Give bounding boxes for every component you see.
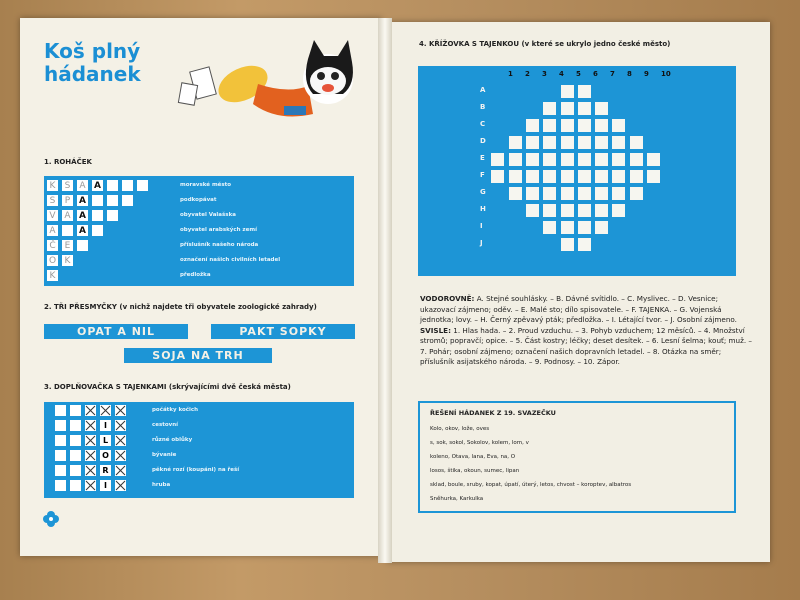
crossword-cell[interactable] <box>542 152 557 167</box>
row-letter: J <box>480 239 483 247</box>
crossword-cell[interactable] <box>560 186 575 201</box>
row-letter: H <box>480 205 486 213</box>
crossword-cell[interactable] <box>525 169 540 184</box>
page-title <box>44 40 141 86</box>
doplnovacka-cell[interactable] <box>54 419 67 432</box>
roháček-cell[interactable]: A <box>76 194 89 207</box>
answer-line: s, sok, sokol, Sokolov, kolem, lom, v <box>430 440 529 446</box>
doplnovacka-letter: O <box>102 451 109 460</box>
roháček-cell[interactable]: K <box>61 254 74 267</box>
crossword-cell[interactable] <box>577 169 592 184</box>
crossword-cell[interactable] <box>611 135 626 150</box>
title-line-1: Koš plný <box>44 39 141 63</box>
doplnovacka-letter-cell[interactable] <box>99 479 112 492</box>
row-letter: E <box>480 154 485 162</box>
crossword-cell[interactable] <box>594 186 609 201</box>
crossword-cell[interactable] <box>525 203 540 218</box>
crossword-cell[interactable] <box>525 118 540 133</box>
roháček-cell[interactable] <box>136 179 149 192</box>
row-letter: F <box>480 171 485 179</box>
crossword-cell[interactable] <box>594 169 609 184</box>
doplnovacka-letter-cell[interactable] <box>99 434 112 447</box>
doplnovacka-crossed-cell[interactable] <box>84 419 97 432</box>
doplnovacka-letter: I <box>104 421 107 430</box>
crossword-cell[interactable] <box>629 152 644 167</box>
row-letter: G <box>480 188 486 196</box>
crossword-heading: 4. KŘÍŽOVKA S TAJENKOU (v které se ukrylo jedno české město) <box>419 40 671 48</box>
crossword-cell[interactable] <box>646 152 661 167</box>
column-number: 8 <box>627 70 632 78</box>
doplnovacka-row-label: počátky kočich <box>152 407 199 413</box>
doplnovacka-cell[interactable] <box>69 479 82 492</box>
crossword-cell[interactable] <box>525 152 540 167</box>
crossword-cell[interactable] <box>560 118 575 133</box>
doplnovacka-row-label: cestovní <box>152 422 179 428</box>
roháček-cell[interactable]: S <box>61 179 74 192</box>
crossword-cell[interactable] <box>611 118 626 133</box>
title-line-2: hádanek <box>44 62 141 86</box>
roháček-cell[interactable]: A <box>76 179 89 192</box>
column-number: 10 <box>661 70 671 78</box>
answer-line: losos, štika, okoun, sumec, lipan <box>430 468 520 474</box>
section1-heading: 1. ROHÁČEK <box>44 158 92 166</box>
crossword-cell[interactable] <box>577 118 592 133</box>
crossword-cell[interactable] <box>560 237 575 252</box>
crossword-cell[interactable] <box>542 135 557 150</box>
doplnovacka-crossed-cell[interactable] <box>114 419 127 432</box>
crossword-cell[interactable] <box>594 152 609 167</box>
crossword-cell[interactable] <box>629 186 644 201</box>
roháček-cell[interactable]: O <box>46 254 59 267</box>
crossword-cell[interactable] <box>560 169 575 184</box>
doplnovacka-crossed-cell[interactable] <box>84 464 97 477</box>
row-letter: C <box>480 120 486 128</box>
crossword-cell[interactable] <box>525 186 540 201</box>
doplnovacka-cell[interactable] <box>69 434 82 447</box>
answer-line: sklad, boule, sruby, kopat, úpatí, úterý, letos, chvost – koroptev, albatros <box>430 482 632 488</box>
roháček-cell[interactable]: K <box>46 179 59 192</box>
crossword-cell[interactable] <box>560 220 575 235</box>
answer-line: Kolo, okov, lože, oves <box>430 426 490 432</box>
crossword-cell[interactable] <box>594 118 609 133</box>
doplnovacka-cell[interactable] <box>69 449 82 462</box>
roháček-cell[interactable] <box>91 194 104 207</box>
doplnovacka-letter-cell[interactable] <box>99 464 112 477</box>
crossword-cell[interactable] <box>577 135 592 150</box>
doplnovacka-crossed-cell[interactable] <box>84 434 97 447</box>
crossword-cell[interactable] <box>508 152 523 167</box>
roháček-cell[interactable]: A <box>61 209 74 222</box>
crossword-cell[interactable] <box>611 186 626 201</box>
crossword-cell[interactable] <box>577 203 592 218</box>
column-number: 6 <box>593 70 598 78</box>
roháček-cell[interactable]: A <box>46 224 59 237</box>
roháček-cell[interactable] <box>106 194 119 207</box>
doplnovacka-crossed-cell[interactable] <box>99 404 112 417</box>
roháček-row-label: předložka <box>180 272 211 278</box>
roháček-row-label: obyvatel Valašska <box>180 212 236 218</box>
column-number: 1 <box>508 70 513 78</box>
crossword-cell[interactable] <box>542 101 557 116</box>
crossword-cell[interactable] <box>560 101 575 116</box>
answer-line: Sněhurka, Karkulka <box>430 496 484 502</box>
roháček-cell[interactable] <box>91 224 104 237</box>
roháček-cell[interactable]: S <box>46 194 59 207</box>
column-number: 2 <box>525 70 530 78</box>
roháček-cell[interactable]: P <box>61 194 74 207</box>
column-number: 4 <box>559 70 564 78</box>
doplnovacka-crossed-cell[interactable] <box>84 479 97 492</box>
doplnovacka-crossed-cell[interactable] <box>84 449 97 462</box>
clover-icon <box>42 510 60 528</box>
doplnovacka-crossed-cell[interactable] <box>114 404 127 417</box>
answer-line: koleno, Otava, lana, Eva, na, O <box>430 454 516 460</box>
crossword-cell[interactable] <box>525 135 540 150</box>
across-title: VODOROVNĚ: <box>420 294 475 303</box>
down-title: SVISLE: <box>420 325 451 335</box>
crossword-cell[interactable] <box>629 169 644 184</box>
doplnovacka-letter-cell[interactable] <box>99 419 112 432</box>
column-number: 5 <box>576 70 581 78</box>
row-letter: B <box>480 103 486 111</box>
roháček-row-label: označení našich civilních letadel <box>180 257 281 263</box>
roháček-row-label: příslušník našeho národa <box>180 242 259 248</box>
roháček-cell[interactable] <box>91 209 104 222</box>
doplnovacka-cell[interactable] <box>54 404 67 417</box>
roháček-cell[interactable]: V <box>46 209 59 222</box>
column-number: 7 <box>610 70 615 78</box>
row-letter: D <box>480 137 486 145</box>
crossword-cell[interactable] <box>594 203 609 218</box>
book-spine <box>378 18 392 563</box>
crossword-cell[interactable] <box>577 186 592 201</box>
doplnovacka-row-label: pěkné rozí (koupáni) na řeší <box>152 467 240 473</box>
crossword-cell[interactable] <box>560 135 575 150</box>
section3-heading: 3. DOPLŇOVAČKA S TAJENKAMI (skrývajícími dvě česká města) <box>44 383 291 391</box>
doplnovacka-crossed-cell[interactable] <box>114 449 127 462</box>
cat-illustration <box>168 34 368 124</box>
roháček-cell[interactable] <box>106 209 119 222</box>
clues-text <box>420 294 756 368</box>
roháček-cell[interactable] <box>76 239 89 252</box>
doplnovacka-row-label: hruba <box>152 482 171 488</box>
column-number: 9 <box>644 70 649 78</box>
doplnovacka-row-label: různé oblůky <box>152 437 193 443</box>
anagram-1: OPAT A NIL <box>44 324 188 339</box>
crossword-cell[interactable] <box>611 152 626 167</box>
doplnovacka-letter: R <box>102 466 109 475</box>
crossword-cell[interactable] <box>508 186 523 201</box>
crossword-cell[interactable] <box>594 220 609 235</box>
row-letter: A <box>480 86 486 94</box>
roháček-cell[interactable]: K <box>46 269 59 282</box>
doplnovacka-cell[interactable] <box>69 404 82 417</box>
doplnovacka-cell[interactable] <box>54 449 67 462</box>
doplnovacka-crossed-cell[interactable] <box>114 479 127 492</box>
roháček-row-label: podkopávat <box>180 197 217 203</box>
roháček-cell[interactable] <box>121 194 134 207</box>
crossword-cell[interactable] <box>490 152 505 167</box>
crossword-cell[interactable] <box>577 152 592 167</box>
doplnovacka-crossed-cell[interactable] <box>84 404 97 417</box>
doplnovacka-cell[interactable] <box>69 464 82 477</box>
crossword-cell[interactable] <box>594 135 609 150</box>
roháček-cell[interactable] <box>61 224 74 237</box>
crossword-cell[interactable] <box>560 84 575 99</box>
doplnovacka-cell[interactable] <box>54 464 67 477</box>
crossword-cell[interactable] <box>577 220 592 235</box>
across-clues: A. Stejné souhlásky. – B. Dávné svítidlo. – C. Myslivec. – D. Vesnice; ukazovací zájmeno; oděv. – E. Malé sto; dílo spisovatele. – F. TAJENKA. – G. Vojenská jednotka; lovy. – H. Černý zpěvavý pták; předložka. – I. Létající tvor. – J. Osobní zájmeno. <box>420 294 737 324</box>
anagram-2: PAKT SOPKY <box>211 324 355 339</box>
roháček-row-label: obyvatel arabských zemí <box>180 227 257 233</box>
doplnovacka-cell[interactable] <box>69 419 82 432</box>
crossword-cell[interactable] <box>508 135 523 150</box>
section2-heading: 2. TŘI PŘESMYČKY (v nichž najdete tři obyvatele zoologické zahrady) <box>44 303 317 311</box>
row-letter: I <box>480 222 483 230</box>
down-clues: 1. Hlas hada. – 2. Proud vzduchu. – 3. Pohyb vzduchem; 12 měsíců. – 4. Množství stromů; popravčí; opice. – 5. Část kostry; léčky; deset desítek. – 6. Lesní šelma; kouť; muž. – 7. Pohár; osobní zájmeno; označení našich dopravních letadel. – 8. Otázka na směr; příslušník asijatského národa. – 9. Podnosy. – 10. Zápor. <box>420 325 753 366</box>
crossword-cell[interactable] <box>577 237 592 252</box>
crossword-cell[interactable] <box>508 169 523 184</box>
crossword-cell[interactable] <box>542 203 557 218</box>
anagram-3: SOJA NA TRH <box>124 348 272 363</box>
doplnovacka-row-label: bývanie <box>152 452 177 458</box>
crossword-cell[interactable] <box>594 101 609 116</box>
crossword-cell[interactable] <box>577 101 592 116</box>
column-number: 3 <box>542 70 547 78</box>
crossword-cell[interactable] <box>560 203 575 218</box>
crossword-cell[interactable] <box>542 118 557 133</box>
roháček-cell[interactable] <box>106 179 119 192</box>
doplnovacka-letter: I <box>104 481 107 490</box>
roháček-cell[interactable]: A <box>76 209 89 222</box>
doplnovacka-letter-cell[interactable] <box>99 449 112 462</box>
crossword-cell[interactable] <box>629 135 644 150</box>
crossword-cell[interactable] <box>577 84 592 99</box>
roháček-cell[interactable]: E <box>61 239 74 252</box>
crossword-cell[interactable] <box>611 169 626 184</box>
crossword-cell[interactable] <box>646 169 661 184</box>
doplnovacka-cell[interactable] <box>54 434 67 447</box>
roháček-cell[interactable]: Č <box>46 239 59 252</box>
doplnovacka-cell[interactable] <box>54 479 67 492</box>
roháček-row-label: moravské město <box>180 182 232 188</box>
crossword-cell[interactable] <box>611 203 626 218</box>
doplnovacka-crossed-cell[interactable] <box>114 434 127 447</box>
roháček-cell[interactable] <box>121 179 134 192</box>
crossword-cell[interactable] <box>560 152 575 167</box>
roháček-cell[interactable]: A <box>76 224 89 237</box>
crossword-cell[interactable] <box>542 186 557 201</box>
crossword-cell[interactable] <box>542 220 557 235</box>
answers-title: ŘEŠENÍ HÁDANEK Z 19. SVAZEČKU <box>430 409 556 417</box>
crossword-cell[interactable] <box>542 169 557 184</box>
crossword-cell[interactable] <box>490 169 505 184</box>
doplnovacka-letter: L <box>102 436 109 445</box>
roháček-cell[interactable]: A <box>91 179 104 192</box>
doplnovacka-crossed-cell[interactable] <box>114 464 127 477</box>
